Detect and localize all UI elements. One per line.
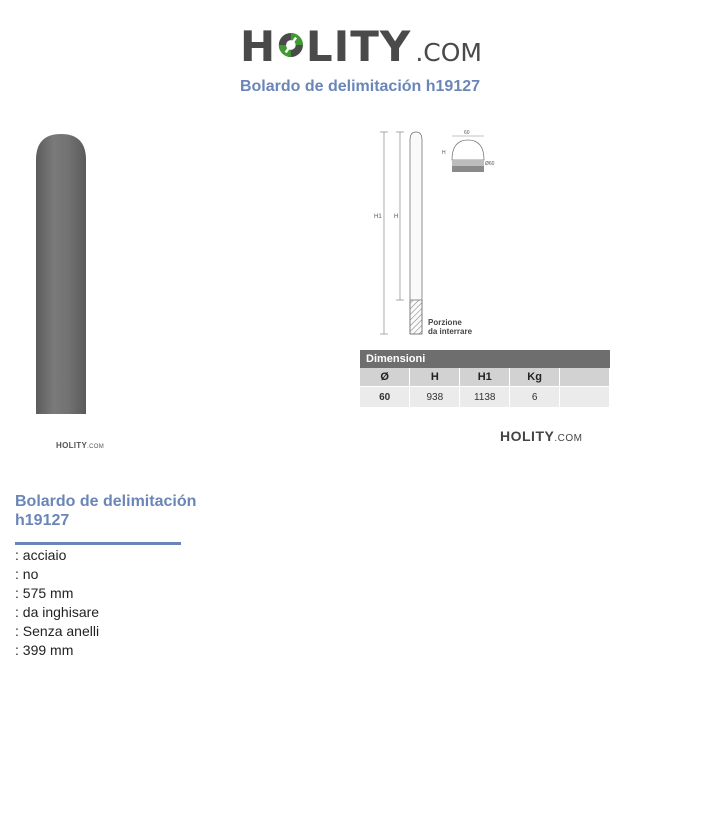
col-diameter: Ø (360, 368, 410, 387)
col-h: H (410, 368, 460, 387)
list-item: : 399 mm (15, 642, 74, 658)
holity-logo[interactable] (240, 12, 482, 71)
label-h: H (394, 214, 399, 220)
table-row (360, 387, 610, 408)
cell-h1: 1138 (460, 387, 510, 408)
bollard-photo (35, 132, 87, 414)
buried-portion-label: Porzione da interrare (428, 318, 473, 336)
col-h1: H1 (460, 368, 510, 387)
label-cap-width: 60 (464, 130, 470, 136)
list-item: : acciaio (15, 547, 67, 563)
spec-title: Bolardo de delimitación h19127 (15, 493, 197, 529)
spec-divider (15, 542, 181, 545)
dimensions-table (360, 350, 610, 407)
label-h1: H1 (374, 214, 382, 220)
cell-diameter: 60 (360, 387, 410, 408)
label-cap-height: H (442, 150, 446, 156)
logo-text-h: H (240, 22, 277, 71)
logo-text-com: .COM (415, 38, 482, 67)
logo-text-lity: LITY (305, 22, 412, 71)
bollard-photo-logo: HOLITY.COM (56, 441, 105, 450)
cap-detail-drawing (440, 128, 500, 176)
cell-kg: 6 (510, 387, 560, 408)
label-cap-diam: Ø60 (485, 161, 495, 167)
list-item: : da inghisare (15, 604, 100, 620)
page-title: Bolardo de delimitación h19127 (239, 78, 481, 95)
list-item: : 575 mm (15, 585, 74, 601)
dimensions-header-row (360, 368, 610, 387)
logo-o-swirl-icon (277, 22, 305, 68)
list-item: : no (15, 566, 39, 582)
spec-list (15, 546, 99, 660)
list-item: : Senza anelli (15, 623, 100, 639)
dimensions-header: Dimensioni (360, 350, 610, 368)
col-empty (560, 368, 610, 387)
cell-empty (560, 387, 610, 408)
drawing-logo: HOLITY.COM (500, 428, 583, 444)
cell-h: 938 (410, 387, 460, 408)
col-kg: Kg (510, 368, 560, 387)
